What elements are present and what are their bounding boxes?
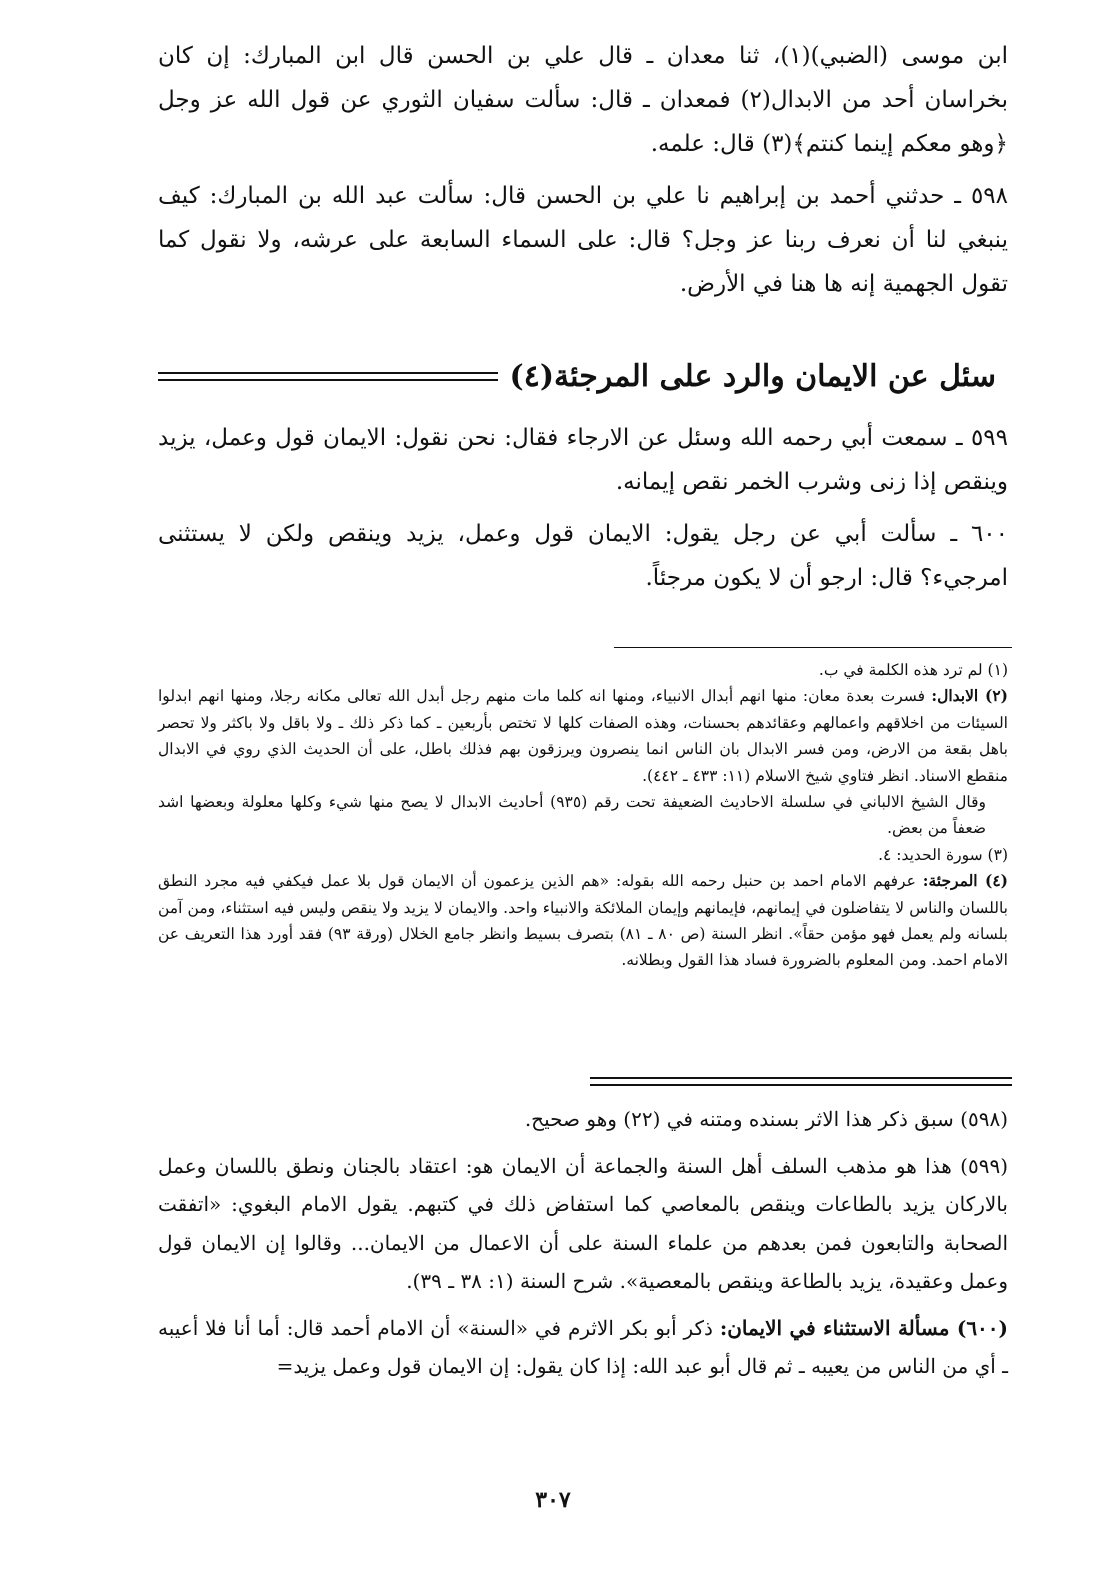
footnote-1: (١) لم ترد هذه الكلمة في ب. [818,661,1008,679]
footnote-4-label: (٤) المرجئة: [922,871,1008,891]
commentary-600-text: ذكر أبو بكر الاثرم في «السنة» أن الامام أحمد قال: أما أنا فلا أعيبه ـ أي من الناس من يعيبه ـ ثم قال أبو عبد الله: إذا كان يقول: إن الايمان قول وعمل يزيد= [158,1315,1008,1378]
paragraph-continuation: ابن موسى (الضبي)(١)، ثنا معدان ـ قال علي بن الحسن قال ابن المبارك: إن كان بخراسان أحد من الابدال(٢) فمعدان ـ قال: سألت سفيان الثوري عن قول الله عز وجل ﴿وهو معكم إينما كنتم﴾(٣) قال: علمه. [158,43,1008,157]
commentary [158,1100,1008,1386]
commentary-599: (٥٩٩) هذا هو مذهب السلف أهل السنة والجماعة أن الايمان هو: اعتقاد بالجنان ونطق باللسان وعمل بالاركان يزيد بالطاعات وينقص بالمعاصي كما استفاض ذلك في كتبهم. يقول الامام البغوي: «اتفقت الصحابة والتابعون فمن بعدهم من علماء السنة على أن الاعمال من الايمان... وقالوا إن الايمان قول وعمل وعقيدة، يزيد بالطاعة وينقص بالمعصية». شرح السنة (١: ٣٨ ـ ٣٩). [158,1153,1008,1293]
footnote-2 [158,683,1008,789]
commentary-598: (٥٩٨) سبق ذكر هذا الاثر بسنده ومتنه في (٢٢) وهو صحيح. [524,1107,1008,1131]
paragraph-598: ٥٩٨ ـ حدثني أحمد بن إبراهيم نا علي بن الحسن قال: سألت عبد الله بن المبارك: كيف ينبغي لنا أن نعرف ربنا عز وجل؟ قال: على السماء السابعة على عرشه، ولا نقول كما تقول الجهمية إنه ها هنا في الأرض. [158,183,1008,297]
footnote-separator [614,647,1012,648]
footnote-2-text: فسرت بعدة معان: منها انهم أبدال الانبياء، ومنها انه كلما مات منهم رجل أبدل الله تعالى مكانه رجلا، ومنها انهم ابدلوا السيئات من اخلاقهم واعمالهم وعقائدهم بحسنات، وهذه الصفات كلها لا تختص بأربعين ـ كما ذكر ذلك ـ ولا باقل ولا باكثر ولا تحصر باهل بقعة من الارض، ومن فسر الابدال بان الناس انما ينصرون ويرزقون بهم فذلك باطل، على أن الحديث الذي روي في الابدال منقطع الاسناد. انظر فتاوي شيخ الاسلام (١١: ٤٣٣ ـ ٤٤٢). [158,687,1008,785]
commentary-600 [158,1309,1008,1386]
commentary-600-label: (٦٠٠) مسألة الاستثناء في الايمان: [719,1315,1009,1340]
footnote-4-text: عرفهم الامام احمد بن حنبل رحمه الله بقوله: «هم الذين يزعمون أن الايمان قول بلا عمل فيكفي فيه مجرد النطق باللسان والناس لا يتفاضلون في إيمانهم، فإيمانهم وإيمان الملائكة والانبياء واحد. والايمان لا يزيد ولا ينقص وليس فيه استثناء، ومن آمن بلسانه ولم يعمل فهو مؤمن حقاً». انظر السنة (ص ٨٠ ـ ٨١) بتصرف بسيط وانظر جامع الخلال (ورقة ٩٣) فقد أورد هذا التعريف عن الامام احمد. ومن المعلوم بالضرورة فساد هذا القول وبطلانه. [158,872,1008,970]
commentary-separator [590,1077,1012,1086]
main-text-top [158,34,1008,306]
heading-rule [158,372,498,381]
footnote-3: (٣) سورة الحديد: ٤. [878,845,1008,864]
paragraph-599: ٥٩٩ ـ سمعت أبي رحمه الله وسئل عن الارجاء فقال: نحن نقول: الايمان قول وعمل، يزيد وينقص إذا زنى وشرب الخمر نقص إيمانه. [158,425,1008,495]
section-heading-row [158,356,1008,396]
footnotes [158,657,1008,974]
footnote-4 [158,868,1008,974]
footnote-2-label: (٢) الابدال: [931,686,1008,706]
section-heading: سئل عن الايمان والرد على المرجئة(٤) [509,358,996,394]
footnote-2-continued: وقال الشيخ الالباني في سلسلة الاحاديث الضعيفة تحت رقم (٩٣٥) أحاديث الابدال لا يصح منها شيء وكلها معلولة وبعضها اشد ضعفاً من بعض. [158,793,986,838]
paragraph-600: ٦٠٠ ـ سألت أبي عن رجل يقول: الايمان قول وعمل، يزيد وينقص ولكن لا يستثنى امرجيء؟ قال: ارجو أن لا يكون مرجئاً. [158,521,1008,591]
main-text-bottom [158,416,1008,600]
page-number: ٣٠٧ [535,1487,571,1513]
